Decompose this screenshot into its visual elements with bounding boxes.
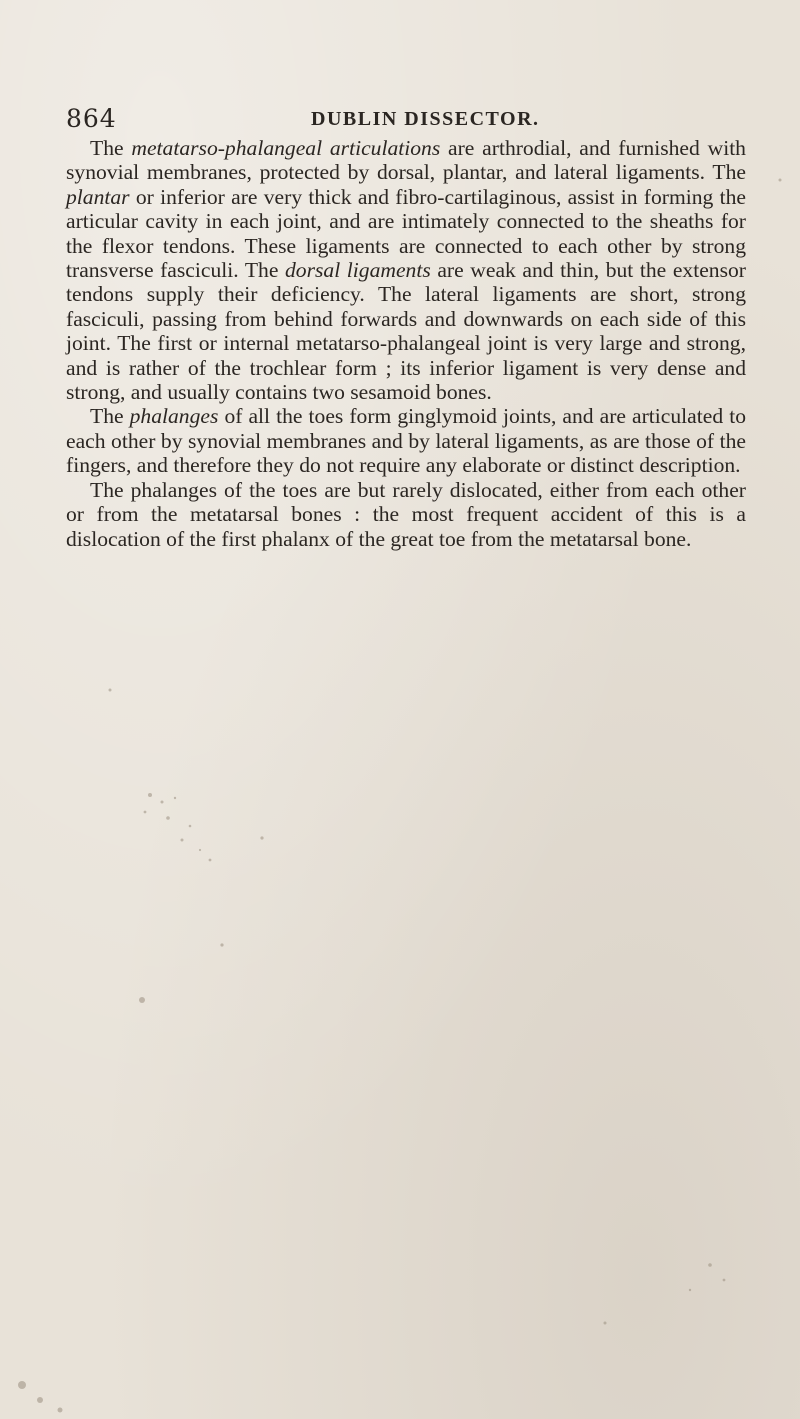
italic-term: dorsal ligaments [285,258,431,283]
body-text [66,136,746,551]
paragraph-phalanges [66,404,746,477]
text-segment: are weak and thin, but the extensor tendons supply their deficiency. The lateral ligaments are short, strong fasciculi, passing from behind forwards and downwards on each side of this joint. The first or internal metatarso-phalangeal joint is very large and strong, and is rather of the trochlear form ; its inferior ligament is very dense and strong, and usually contains two sesamoid bones. [66,258,746,405]
text-segment: The [90,404,130,429]
text-segment: The [90,136,132,160]
page-number: 864 [66,104,117,133]
italic-term: phalanges [129,404,219,429]
text-segment: are arthrodial, and furnished with synovial membranes, protected by dorsal, plantar, and lateral ligaments. The [66,136,746,185]
italic-term: plantar [66,184,130,209]
text-segment: of all the toes form ginglymoid joints, and are articulated to each other by synovial membranes and by lateral ligaments, as are those of the fingers, and therefore they do not require any elaborate or distinct description. [66,404,746,478]
italic-term: metatarso-phalangeal articulations [131,136,441,160]
text-segment: or inferior are very thick and fibro-cartilaginous, assist in forming the articular cavity in each joint, and are intimately connected to the sheaths for the flexor tendons. These ligaments are connected to each other by strong transverse fasciculi. The [66,184,746,283]
paragraph-metatarso-phalangeal [66,136,746,404]
running-head: DUBLIN DISSECTOR. [311,108,540,130]
paragraph-dislocation: The phalanges of the toes are but rarely dislocated, either from each other or from the metatarsal bones : the most frequent accident of this is a dislocation of the first phalanx of the great toe from the metatarsal bone. [66,477,746,551]
page-header [66,104,746,140]
